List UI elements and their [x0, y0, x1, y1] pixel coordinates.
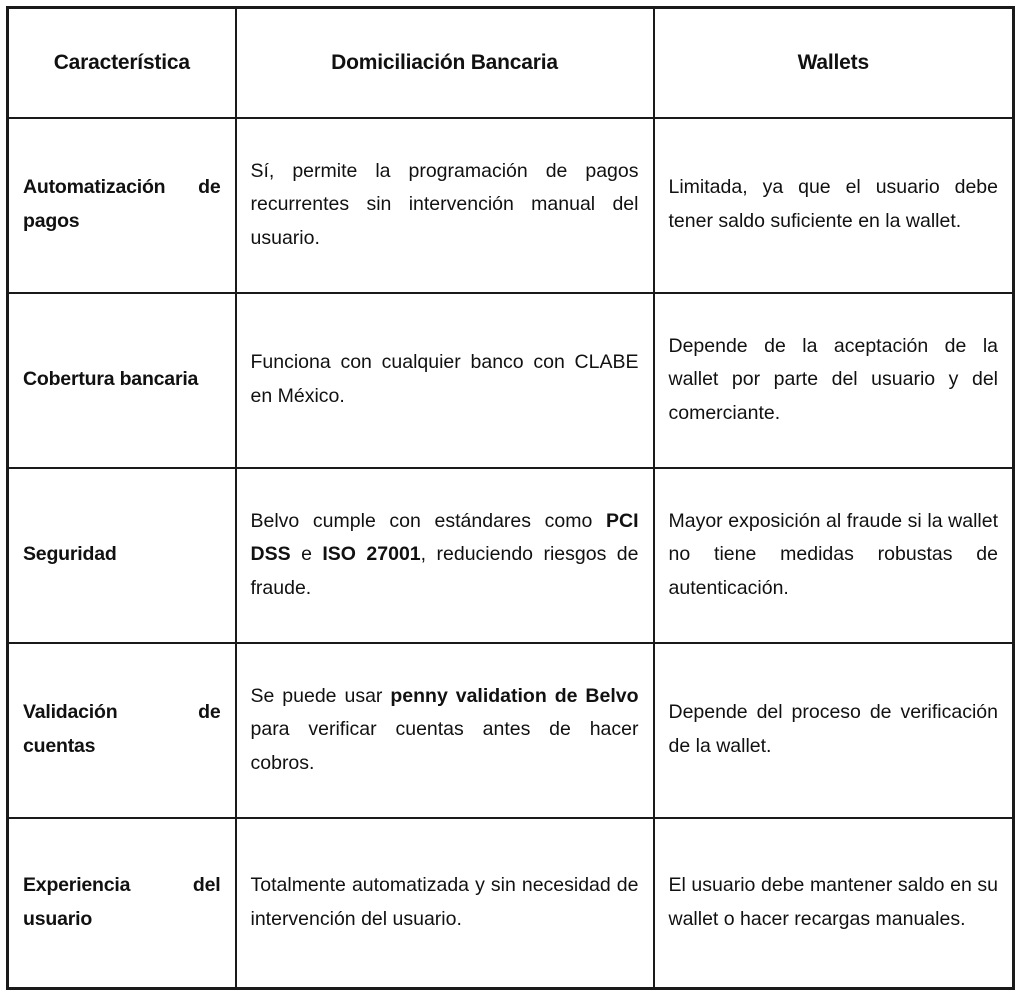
column-header-domiciliacion-bancaria: Domiciliación Bancaria: [236, 8, 654, 118]
table-header: [8, 8, 1014, 118]
domiciliacion-text: Sí, permite la programación de pagos recurrentes sin intervención manual del usuario.: [250, 159, 639, 249]
feature-label-text: Automatización de pagos: [23, 176, 221, 232]
feature-label-text: Validación de cuentas: [23, 701, 221, 757]
feature-label-cell: [8, 293, 236, 468]
wallets-text: Depende de la aceptación de la wallet por parte del usuario y del comerciante.: [668, 334, 998, 424]
domiciliacion-cell: [236, 293, 654, 468]
table-row: [8, 468, 1014, 643]
wallets-text: Depende del proceso de verificación de la wallet.: [668, 701, 998, 757]
domiciliacion-cell: [236, 468, 654, 643]
feature-label-cell: [8, 468, 236, 643]
column-header-caracteristica: Característica: [8, 8, 236, 118]
wallets-cell: [654, 118, 1014, 293]
domiciliacion-text: Belvo cumple con estándares como PCI DSS e ISO 27001, reduciendo riesgos de fraude.: [250, 509, 639, 599]
table-row: [8, 643, 1014, 818]
wallets-text: El usuario debe mantener saldo en su wallet o hacer recargas manuales.: [668, 874, 998, 930]
feature-label-text: Cobertura bancaria: [23, 368, 199, 391]
wallets-cell: [654, 818, 1014, 989]
domiciliacion-cell: [236, 118, 654, 293]
feature-label-text: Experiencia del usuario: [23, 874, 221, 930]
feature-label-cell: [8, 818, 236, 989]
feature-label-cell: [8, 643, 236, 818]
table-row: [8, 118, 1014, 293]
domiciliacion-cell: [236, 643, 654, 818]
comparison-table: [6, 6, 1015, 990]
feature-label-cell: [8, 118, 236, 293]
wallets-text: Limitada, ya que el usuario debe tener saldo suficiente en la wallet.: [668, 176, 998, 232]
wallets-cell: [654, 293, 1014, 468]
domiciliacion-text: Funciona con cualquier banco con CLABE en México.: [250, 351, 639, 407]
domiciliacion-text: Se puede usar penny validation de Belvo para verificar cuentas antes de hacer cobros.: [250, 684, 639, 774]
wallets-text: Mayor exposición al fraude si la wallet no tiene medidas robustas de autenticación.: [668, 509, 998, 599]
wallets-cell: [654, 643, 1014, 818]
table-body: [8, 118, 1014, 989]
domiciliacion-cell: [236, 818, 654, 989]
feature-label-text: Seguridad: [23, 543, 117, 566]
domiciliacion-text: Totalmente automatizada y sin necesidad de intervención del usuario.: [250, 874, 639, 930]
column-header-wallets: Wallets: [654, 8, 1014, 118]
table-row: [8, 818, 1014, 989]
table-row: [8, 293, 1014, 468]
header-row: [8, 8, 1014, 118]
wallets-cell: [654, 468, 1014, 643]
